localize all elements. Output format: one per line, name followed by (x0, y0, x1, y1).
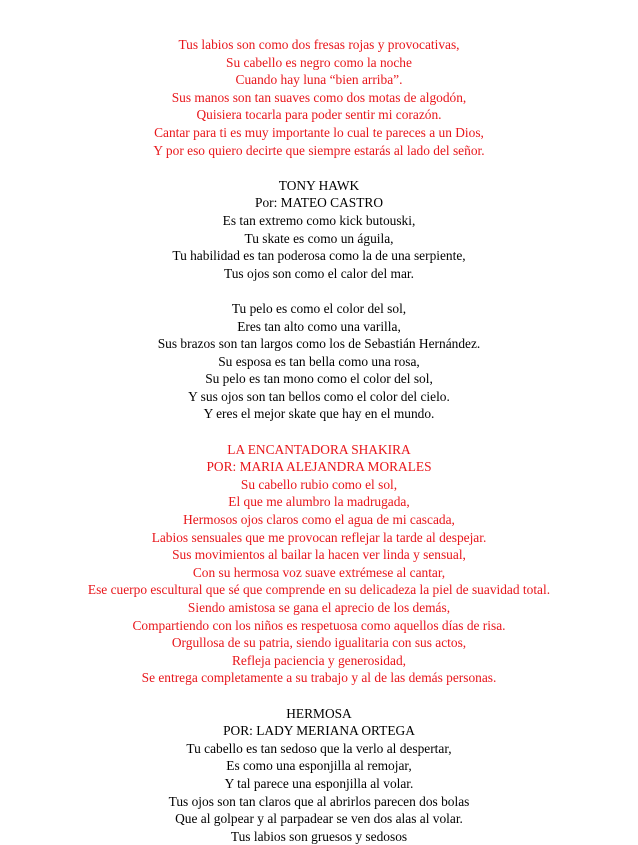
stanza-gap (0, 423, 638, 441)
poem-line: Eres tan alto como una varilla, (237, 318, 401, 334)
poem-line: Su pelo es tan mono como el color del sol, (205, 371, 433, 387)
stanza-gap (0, 159, 638, 177)
poem-line: Siendo amistosa se gana el aprecio de los demás, (187, 600, 451, 615)
poem-line: Tu cabello es tan sedoso que la verlo al despertar, (186, 740, 452, 756)
stanza-gap (0, 282, 638, 300)
poem-line: Se entrega completamente a su trabajo y al de las demás personas. (141, 670, 497, 686)
poem-line: Tu skate es como un águila, (244, 230, 394, 246)
poem-line: Su cabello rubio como el sol, (240, 476, 398, 492)
poem-line: Ese cuerpo escultural que sé que comprende en su delicadeza la piel de suavidad total. (87, 582, 551, 598)
poem-line: Y tal parece una esponjilla al volar. (224, 775, 414, 791)
poem-line: Refleja paciencia y generosidad, (232, 652, 406, 668)
poem-line: Con su hermosa voz suave extrémese al cantar, (192, 564, 446, 580)
poem-line: Es como una esponjilla al remojar, (226, 758, 412, 774)
poem-line: Orgullosa de su patria, siendo igualitaria con sus actos, (171, 635, 467, 651)
poem-line: Su esposa es tan bella como una rosa, (218, 353, 420, 369)
poem-line: Sus movimientos al bailar la hacen ver linda y sensual, (172, 547, 466, 563)
poem-line: Tu pelo es como el color del sol, (231, 300, 407, 316)
poem-line: El que me alumbro la madrugada, (228, 494, 410, 510)
poem-line: Tus ojos son como el calor del mar. (224, 265, 414, 281)
poem-line: Labios sensuales que me provocan reflejar la tarde al despejar. (151, 529, 487, 545)
poem-title: TONY HAWK (278, 177, 360, 193)
poem-line: Y sus ojos son tan bellos como el color del cielo. (188, 388, 450, 404)
poem-line: Cuando hay luna “bien arriba”. (235, 72, 403, 88)
stanza-gap (0, 687, 638, 705)
poem-line: Tus labios son gruesos y sedosos (230, 828, 408, 844)
poem-line: Sus manos son tan suaves como dos motas de algodón, (171, 89, 467, 105)
poem-1 (0, 36, 638, 159)
poem-author: POR: LADY MERIANA ORTEGA (223, 723, 415, 739)
poem-2 (0, 177, 638, 423)
poem-line: Tu habilidad es tan poderosa como la de una serpiente, (172, 248, 466, 264)
poem-4 (0, 705, 638, 845)
poem-3 (0, 441, 638, 687)
poem-title: LA ENCANTADORA SHAKIRA (227, 441, 411, 457)
poem-line: Tus labios son como dos fresas rojas y provocativas, (178, 37, 460, 52)
poem-line: Quisiera tocarla para poder sentir mi corazón. (196, 107, 442, 123)
poem-line: Su cabello es negro como la noche (226, 54, 412, 70)
poem-line: Y por eso quiero decirte que siempre estarás al lado del señor. (153, 142, 485, 158)
poem-line: Que al golpear y al parpadear se ven dos alas al volar. (175, 811, 463, 827)
poem-title: HERMOSA (286, 705, 352, 721)
poem-author: Por: MATEO CASTRO (255, 195, 383, 211)
poem-line: Cantar para ti es muy importante lo cual te pareces a un Dios, (154, 124, 484, 140)
poem-line: Es tan extremo como kick butouski, (222, 212, 416, 228)
poem-line: Sus brazos son tan largos como los de Sebastián Hernández. (157, 336, 481, 352)
poem-line: Compartiendo con los niños es respetuosa como aquellos días de risa. (132, 617, 506, 633)
document-page (0, 36, 638, 845)
poem-author: POR: MARIA ALEJANDRA MORALES (206, 459, 432, 475)
poem-line: Hermosos ojos claros como el agua de mi cascada, (183, 512, 455, 528)
poem-line: Y eres el mejor skate que hay en el mundo. (203, 406, 435, 422)
poem-line: Tus ojos son tan claros que al abrirlos parecen dos bolas (168, 793, 470, 809)
